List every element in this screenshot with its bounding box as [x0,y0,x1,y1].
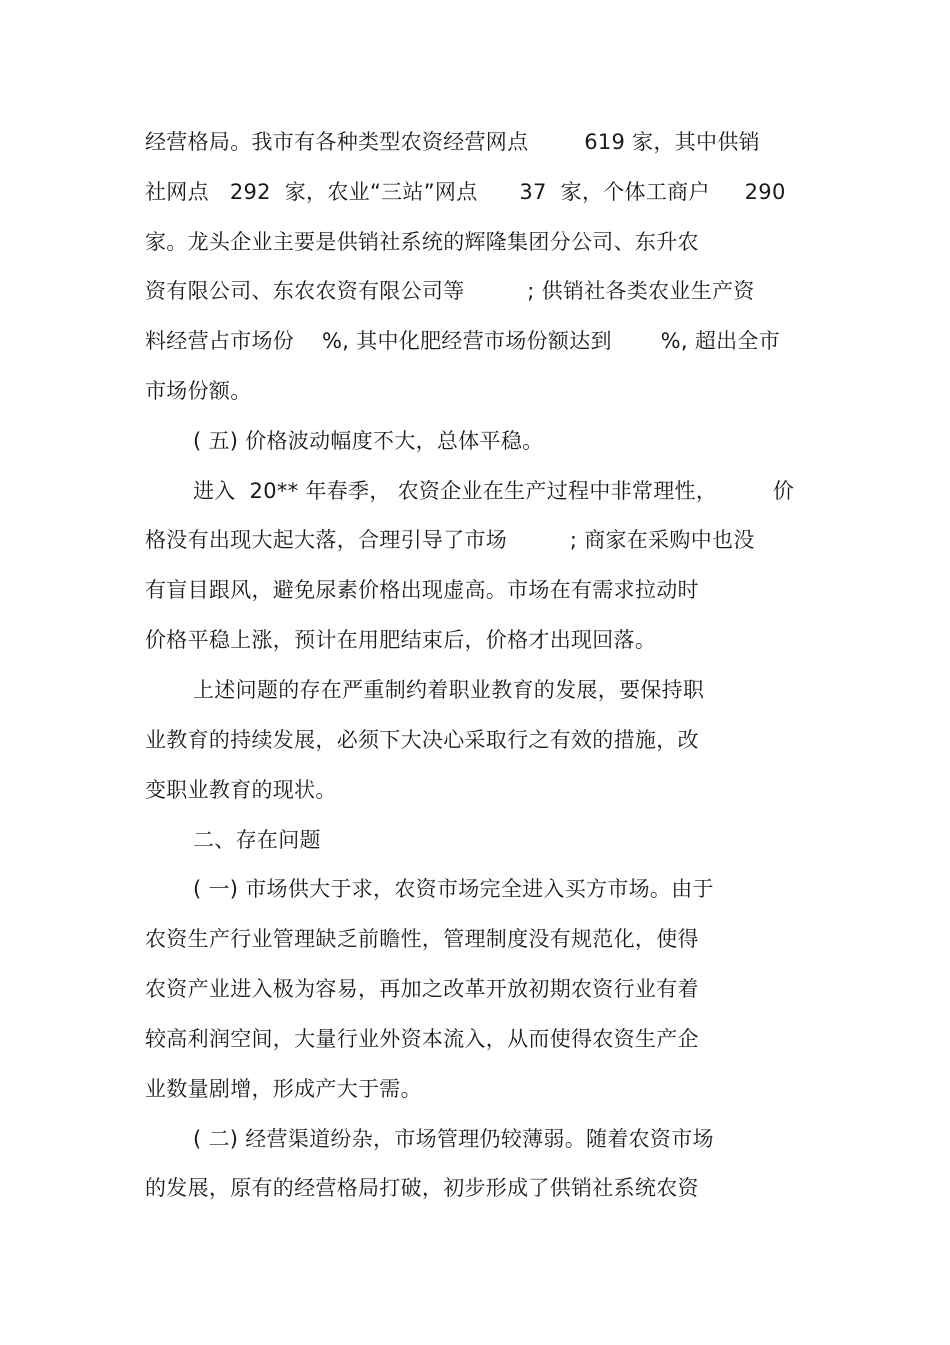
text-line: 业教育的持续发展，必须下大决心采取行之有效的措施，改 [145,728,699,752]
section-heading: ( 五) 价格波动幅度不大，总体平稳。 [193,429,544,453]
text-line: 业数量剧增，形成产大于需。 [145,1077,422,1101]
text-line: 变职业教育的现状。 [145,778,337,802]
text-line: 上述问题的存在严重制约着职业教育的发展，要保持职 [193,678,705,702]
text-line: 社网点 292 家，农业“三站”网点 37 家，个体工商户 290 [145,180,786,204]
section-heading: 二、存在问题 [193,828,321,852]
text-line: 家。龙头企业主要是供销社系统的辉隆集团分公司、东升农 [145,230,699,254]
text-line: 农资产业进入极为容易，再加之改革开放初期农资行业有着 [145,977,699,1001]
text-line: 格没有出现大起大落，合理引导了市场 ; 商家在采购中也没 [145,528,755,552]
text-line: 农资生产行业管理缺乏前瞻性，管理制度没有规范化，使得 [145,927,699,951]
text-line: 有盲目跟风，避免尿素价格出现虚高。市场在有需求拉动时 [145,578,699,602]
text-line: ( 二) 经营渠道纷杂，市场管理仍较薄弱。随着农资市场 [193,1127,714,1151]
text-line: 料经营占市场份 %, 其中化肥经营市场份额达到 %, 超出全市 [145,329,781,353]
text-line: 资有限公司、东农农资有限公司等 ; 供销社各类农业生产资 [145,279,755,303]
text-line: 价格平稳上涨，预计在用肥结束后，价格才出现回落。 [145,628,657,652]
text-line: 的发展，原有的经营格局打破，初步形成了供销社系统农资 [145,1176,699,1200]
text-line: ( 一) 市场供大于求，农资市场完全进入买方市场。由于 [193,877,714,901]
text-line: 经营格局。我市有各种类型农资经营网点 619 家，其中供销 [145,130,760,154]
text-line: 进入 20** 年春季， 农资企业在生产过程中非常理性， 价 [193,479,795,503]
text-line: 较高利润空间，大量行业外资本流入，从而使得农资生产企 [145,1027,699,1051]
text-line: 市场份额。 [145,379,252,403]
